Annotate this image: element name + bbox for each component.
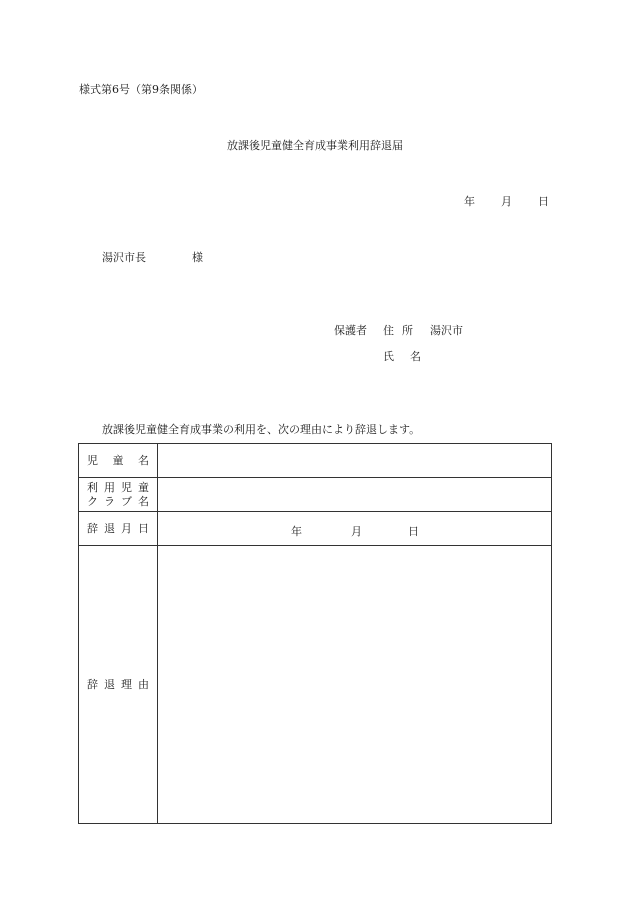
child-name-label: 児 童 名 xyxy=(79,444,158,477)
address-label: 住所 xyxy=(383,324,421,337)
row-withdraw-date xyxy=(79,512,551,546)
submission-date xyxy=(464,193,549,209)
guardian-label: 保護者 xyxy=(334,324,367,337)
name-label: 氏名 xyxy=(383,350,437,363)
withdraw-date-field[interactable] xyxy=(158,512,551,545)
addressee-honorific: 様 xyxy=(192,251,203,264)
addressee-name: 湯沢市長 xyxy=(102,251,146,264)
row-child-name xyxy=(79,444,551,478)
withdraw-date-label: 辞 退 月 日 xyxy=(79,512,158,545)
intro-text: 放課後児童健全育成事業の利用を、次の理由により辞退します。 xyxy=(102,423,421,436)
row-club-name xyxy=(79,478,551,512)
withdraw-date-month: 月 xyxy=(351,525,362,538)
withdrawal-form-table xyxy=(78,443,552,824)
club-name-field[interactable] xyxy=(158,478,551,511)
withdraw-reason-label: 辞 退 理 由 xyxy=(79,546,158,823)
addressee xyxy=(102,249,203,265)
date-year: 年 xyxy=(464,195,475,208)
withdraw-reason-field[interactable] xyxy=(158,546,551,823)
date-month: 月 xyxy=(501,195,512,208)
withdraw-date-day: 日 xyxy=(408,525,419,538)
club-name-label: 利 用 児 童 ク ラ ブ 名 xyxy=(79,478,158,511)
row-withdraw-reason xyxy=(79,546,551,823)
withdraw-date-year: 年 xyxy=(291,525,302,538)
form-number: 様式第6号（第9条関係） xyxy=(79,83,203,96)
document-title: 放課後児童健全育成事業利用辞退届 xyxy=(227,139,403,152)
date-day: 日 xyxy=(538,195,549,208)
child-name-field[interactable] xyxy=(158,444,551,477)
address-value: 湯沢市 xyxy=(430,324,463,337)
